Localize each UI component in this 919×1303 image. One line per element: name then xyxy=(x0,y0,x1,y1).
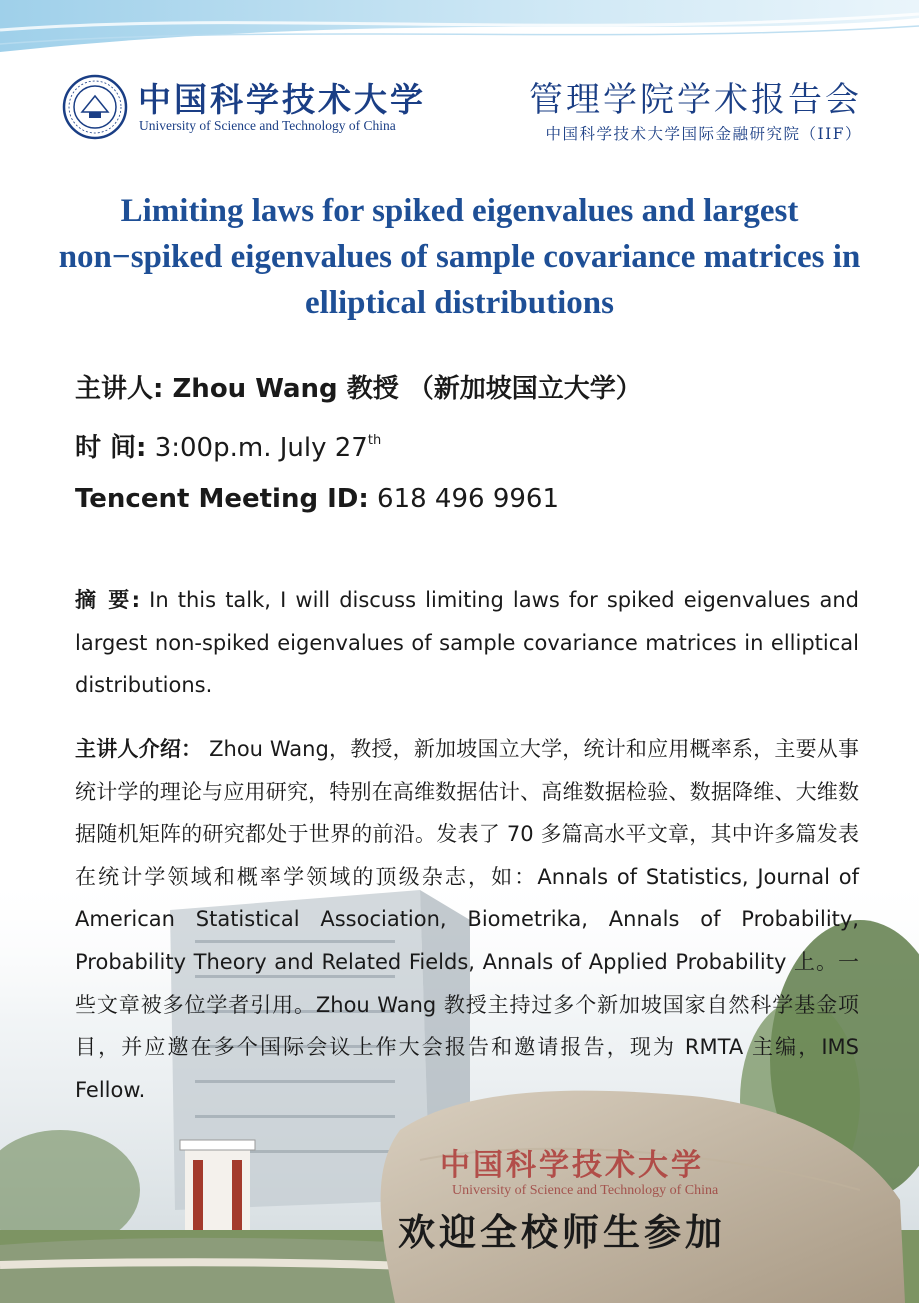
abstract-paragraph xyxy=(75,579,859,707)
talk-title: Limiting laws for spiked eigenvalues and largest non−spiked eigenvalues of sample covariance matrices in elliptical distributions xyxy=(58,193,861,321)
university-name-cn: 中国科学技术大学 xyxy=(138,80,426,119)
speaker-value: Zhou Wang 教授 （新加坡国立大学） xyxy=(163,374,642,404)
welcome-text: 欢迎全校师生参加 xyxy=(398,1210,726,1254)
speaker-label: 主讲人: xyxy=(75,374,164,404)
series-title: 管理学院学术报告会 xyxy=(529,80,862,120)
bio-label: 主讲人介绍： xyxy=(75,737,203,761)
meeting-id: 618 496 9961 xyxy=(368,484,559,514)
bio-paragraph xyxy=(75,728,859,1111)
series-subtitle: 中国科学技术大学国际金融研究院（IIF） xyxy=(545,125,862,143)
time-superscript: th xyxy=(367,433,382,448)
abstract-text: In this talk, I will discuss limiting laws for spiked eigenvalues and largest non-spiked eigenvalues of sample covariance matrices in elliptical distributions. xyxy=(75,588,859,698)
meeting-label: Tencent Meeting ID: xyxy=(75,484,369,514)
university-name-en: University of Science and Technology of China xyxy=(139,118,396,133)
speaker-line xyxy=(75,368,642,405)
bio-text: Zhou Wang，教授，新加坡国立大学，统计和应用概率系，主要从事统计学的理论与应用研究，特别在高维数据估计、高维数据检验、数据降维、大维数据随机矩阵的研究都处于世界的前沿。发表了 70 多篇高水平文章，其中许多篇发表在统计学领域和概率学领域的顶级杂志，如：Annals of Statistics, Journal of American Statistical Association, Biometrika, Annals of Probability, Probability Theory and Related Fields, Annals of Applied Probability 上。一些文章被多位学者引用。Zhou Wang 教授主持过多个新加坡国家自然科学基金项目，并应邀在多个国际会议上作大会报告和邀请报告，现为 RMTA 主编，IMS Fellow. xyxy=(75,737,859,1102)
time-value: 3:00p.m. July 27 xyxy=(146,433,368,463)
rock-inscription-cn: 中国科学技术大学 xyxy=(440,1148,704,1183)
header-wave-decoration xyxy=(0,0,919,70)
rock-inscription-en: University of Science and Technology of China xyxy=(452,1183,719,1198)
page-header xyxy=(62,70,862,150)
time-label: 时 间: xyxy=(75,433,147,463)
university-seal-icon xyxy=(62,74,128,140)
time-line xyxy=(75,427,381,464)
abstract-label: 摘 要: xyxy=(75,588,141,612)
meeting-line xyxy=(75,484,559,514)
